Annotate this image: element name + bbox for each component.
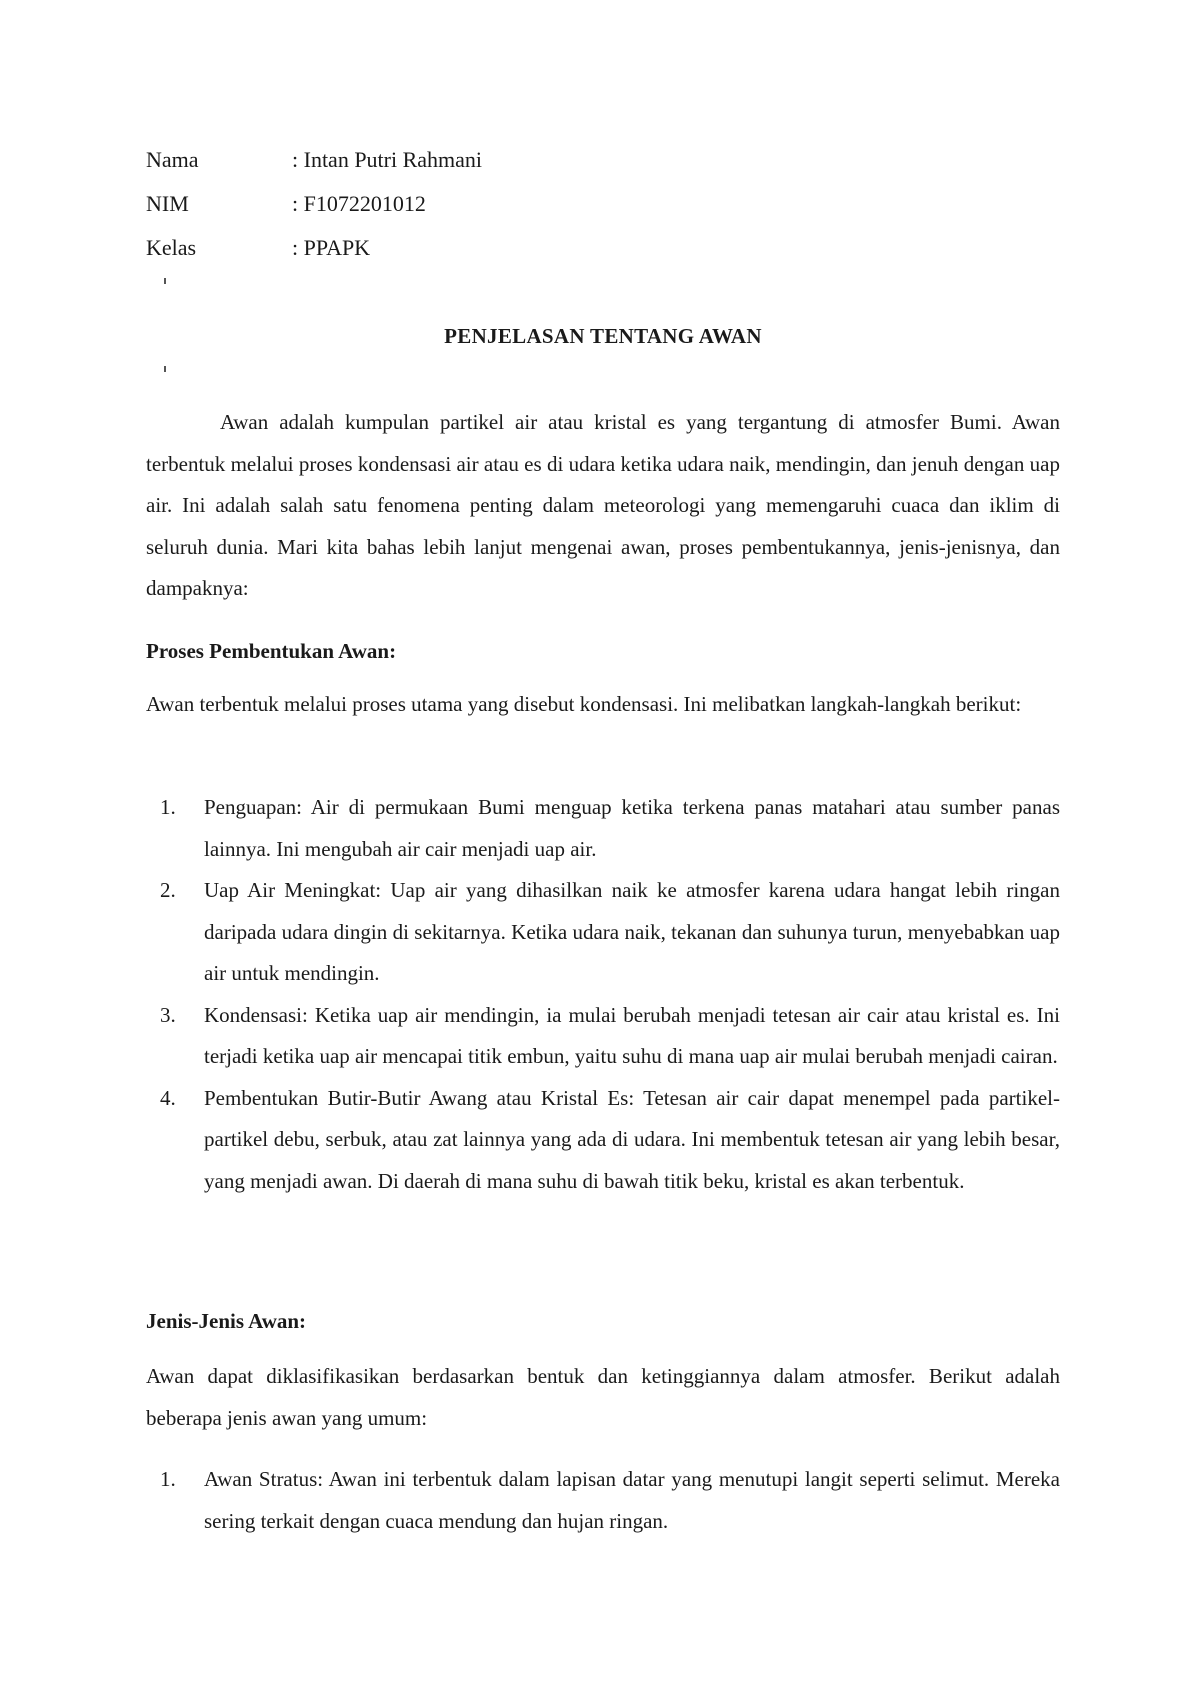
section-heading-jenis: Jenis-Jenis Awan: bbox=[146, 1309, 307, 1333]
section-heading-proses: Proses Pembentukan Awan: bbox=[146, 639, 397, 663]
proses-list bbox=[146, 787, 1060, 1202]
list-number: 2. bbox=[160, 878, 176, 902]
identity-nama-value: : Intan Putri Rahmani bbox=[292, 147, 483, 172]
section1-lead-block bbox=[146, 684, 1060, 726]
paragraph-mark bbox=[164, 278, 166, 284]
identity-kelas-row bbox=[146, 234, 370, 262]
jenis-list bbox=[146, 1459, 1060, 1542]
list-item-text: Kondensasi: Ketika uap air mendingin, ia mulai berubah menjadi tetesan air cair atau kristal es. Ini terjadi ketika uap air mencapai titik embun, yaitu suhu di mana uap air mulai berubah menjadi cairan. bbox=[204, 1002, 1060, 1068]
list-item-text: Penguapan: Air di permukaan Bumi menguap ketika terkena panas matahari atau sumber panas lainnya. Ini mengubah air cair menjadi uap air. bbox=[204, 795, 1060, 861]
identity-nim-label: NIM bbox=[146, 191, 189, 216]
intro-paragraph-block bbox=[146, 402, 1060, 610]
section2-lead-block bbox=[146, 1356, 1060, 1439]
list-item-text: Uap Air Meningkat: Uap air yang dihasilkan naik ke atmosfer karena udara hangat lebih ringan daripada udara dingin di sekitarnya. Ketika udara naik, tekanan dan suhunya turun, menyebabkan uap air untuk mendingin. bbox=[204, 878, 1060, 985]
list-item bbox=[146, 995, 1060, 1078]
list-number: 1. bbox=[160, 1467, 176, 1491]
list-item bbox=[146, 1459, 1060, 1542]
paragraph-mark bbox=[164, 366, 166, 372]
list-item bbox=[146, 1078, 1060, 1203]
section1-lead: Awan terbentuk melalui proses utama yang disebut kondensasi. Ini melibatkan langkah-langkah berikut: bbox=[146, 692, 1022, 716]
identity-nama-row bbox=[146, 146, 482, 174]
identity-nim-value: : F1072201012 bbox=[292, 191, 426, 216]
list-item-text: Awan Stratus: Awan ini terbentuk dalam lapisan datar yang menutupi langit seperti selimut. Mereka sering terkait dengan cuaca mendung dan hujan ringan. bbox=[204, 1467, 1060, 1533]
identity-nim-row bbox=[146, 190, 426, 218]
list-item bbox=[146, 870, 1060, 995]
identity-nama-label: Nama bbox=[146, 147, 199, 172]
list-item bbox=[146, 787, 1060, 870]
section2-lead: Awan dapat diklasifikasikan berdasarkan bentuk dan ketinggiannya dalam atmosfer. Berikut adalah beberapa jenis awan yang umum: bbox=[146, 1364, 1060, 1430]
list-number: 1. bbox=[160, 795, 176, 819]
list-item-text: Pembentukan Butir-Butir Awang atau Kristal Es: Tetesan air cair dapat menempel pada partikel-partikel debu, serbuk, atau zat lainnya yang ada di udara. Ini membentuk tetesan air yang lebih besar, yang menjadi awan. Di daerah di mana suhu di bawah titik beku, kristal es akan terbentuk. bbox=[204, 1085, 1060, 1193]
identity-kelas-value: : PPAPK bbox=[292, 235, 371, 260]
document-title: PENJELASAN TENTANG AWAN bbox=[444, 324, 762, 348]
intro-paragraph: Awan adalah kumpulan partikel air atau kristal es yang tergantung di atmosfer Bumi. Awan terbentuk melalui proses kondensasi air atau es di udara ketika udara naik, mendingin, dan jenuh dengan uap air. Ini adalah salah satu fenomena penting dalam meteorologi yang memengaruhi cuaca dan iklim di seluruh dunia. Mari kita bahas lebih lanjut mengenai awan, proses pembentukannya, jenis-jenisnya, dan dampaknya: bbox=[146, 410, 1060, 600]
list-number: 4. bbox=[160, 1085, 176, 1110]
list-number: 3. bbox=[160, 1002, 176, 1027]
identity-kelas-label: Kelas bbox=[146, 235, 197, 260]
